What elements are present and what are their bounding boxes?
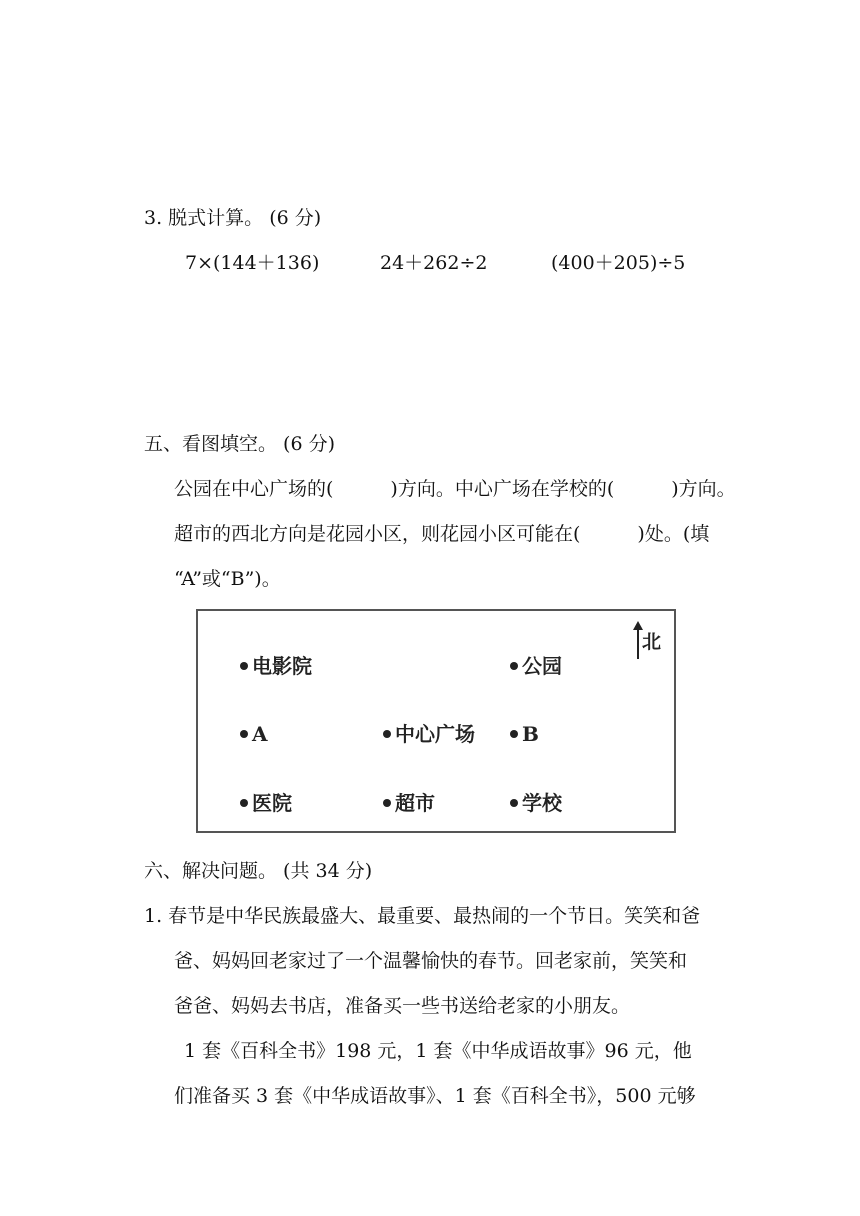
problem1-line-1: 1. 春节是中华民族最盛大、最重要、最热闹的一个节日。笑笑和爸 [144, 905, 701, 927]
map-place-supermarket [383, 791, 435, 815]
map-place-b [510, 722, 539, 746]
question-line-3: “A”或“B”)。 [174, 568, 281, 590]
section6-title: 六、解决问题。 (共 34 分) [144, 860, 373, 882]
location-dot-icon [240, 730, 248, 738]
map-place-cinema [240, 654, 312, 678]
place-label: A [252, 722, 268, 746]
question-line-1: 公园在中心广场的( )方向。中心广场在学校的( )方向。 [174, 478, 736, 500]
expression-2: 24＋262÷2 [380, 252, 488, 274]
problem1-line-5: 们准备买 3 套《中华成语故事》、1 套《百科全书》，500 元够 [174, 1085, 696, 1107]
location-dot-icon [510, 799, 518, 807]
place-label: 医院 [252, 791, 292, 815]
map-place-center-square [383, 722, 475, 746]
location-dot-icon [383, 799, 391, 807]
north-indicator [626, 621, 666, 661]
location-dot-icon [240, 799, 248, 807]
section3-title: 3. 脱式计算。 (6 分) [144, 207, 322, 229]
place-label: 电影院 [252, 654, 312, 678]
map-place-park [510, 654, 562, 678]
place-label: 超市 [395, 791, 435, 815]
problem1-line-2: 爸、妈妈回老家过了一个温馨愉快的春节。回老家前，笑笑和 [174, 950, 688, 972]
place-label: B [522, 722, 539, 746]
north-label: 北 [642, 631, 662, 653]
question-line-2: 超市的西北方向是花园小区，则花园小区可能在( )处。(填 [174, 523, 710, 545]
location-dot-icon [383, 730, 391, 738]
place-label: 学校 [522, 791, 562, 815]
expression-3: (400＋205)÷5 [551, 252, 686, 274]
section5-title: 五、看图填空。 (6 分) [144, 433, 335, 455]
location-dot-icon [510, 730, 518, 738]
map-place-a [240, 722, 268, 746]
map-place-school [510, 791, 562, 815]
expression-1: 7×(144＋136) [185, 252, 320, 274]
location-dot-icon [240, 662, 248, 670]
location-dot-icon [510, 662, 518, 670]
place-label: 公园 [522, 654, 562, 678]
place-label: 中心广场 [395, 722, 475, 746]
problem1-line-4: 1 套《百科全书》198 元，1 套《中华成语故事》96 元，他 [184, 1040, 692, 1062]
problem1-line-3: 爸爸、妈妈去书店，准备买一些书送给老家的小朋友。 [174, 995, 631, 1017]
map-place-hospital [240, 791, 292, 815]
direction-map [196, 609, 676, 833]
